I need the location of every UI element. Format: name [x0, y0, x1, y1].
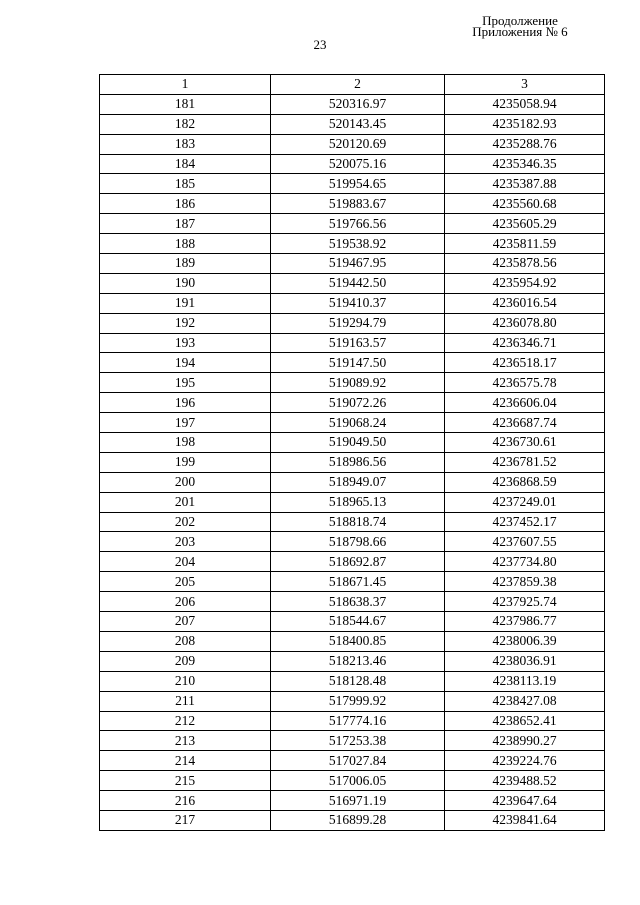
table-row	[100, 492, 605, 512]
point-number-cell: 191	[100, 293, 271, 313]
table-row	[100, 691, 605, 711]
point-number-cell: 201	[100, 492, 271, 512]
y-coordinate-cell: 4236518.17	[445, 353, 605, 373]
x-coordinate-cell: 516899.28	[271, 810, 445, 830]
x-coordinate-cell: 518213.46	[271, 651, 445, 671]
table-row	[100, 731, 605, 751]
table-row	[100, 771, 605, 791]
table-row	[100, 791, 605, 811]
x-coordinate-cell: 517999.92	[271, 691, 445, 711]
point-number-cell: 195	[100, 373, 271, 393]
point-number-cell: 215	[100, 771, 271, 791]
point-number-cell: 203	[100, 532, 271, 552]
point-number-cell: 204	[100, 552, 271, 572]
x-coordinate-cell: 518671.45	[271, 572, 445, 592]
point-number-cell: 216	[100, 791, 271, 811]
y-coordinate-cell: 4235058.94	[445, 94, 605, 114]
point-number-cell: 207	[100, 612, 271, 632]
y-coordinate-cell: 4237452.17	[445, 512, 605, 532]
point-number-cell: 210	[100, 671, 271, 691]
point-number-cell: 205	[100, 572, 271, 592]
x-coordinate-cell: 518965.13	[271, 492, 445, 512]
point-number-cell: 189	[100, 254, 271, 274]
column-header-1: 1	[100, 75, 271, 95]
x-coordinate-cell: 518128.48	[271, 671, 445, 691]
x-coordinate-cell: 519410.37	[271, 293, 445, 313]
x-coordinate-cell: 517006.05	[271, 771, 445, 791]
y-coordinate-cell: 4236575.78	[445, 373, 605, 393]
y-coordinate-cell: 4236346.71	[445, 333, 605, 353]
x-coordinate-cell: 520120.69	[271, 134, 445, 154]
x-coordinate-cell: 519068.24	[271, 413, 445, 433]
x-coordinate-cell: 517253.38	[271, 731, 445, 751]
point-number-cell: 199	[100, 452, 271, 472]
x-coordinate-cell: 519442.50	[271, 273, 445, 293]
page-number: 23	[313, 37, 327, 52]
point-number-cell: 209	[100, 651, 271, 671]
point-number-cell: 186	[100, 194, 271, 214]
y-coordinate-cell: 4235560.68	[445, 194, 605, 214]
table-row	[100, 452, 605, 472]
point-number-cell: 212	[100, 711, 271, 731]
y-coordinate-cell: 4238036.91	[445, 651, 605, 671]
point-number-cell: 217	[100, 810, 271, 830]
x-coordinate-cell: 518638.37	[271, 592, 445, 612]
x-coordinate-cell: 519294.79	[271, 313, 445, 333]
table-row	[100, 572, 605, 592]
x-coordinate-cell: 516971.19	[271, 791, 445, 811]
x-coordinate-cell: 519072.26	[271, 393, 445, 413]
table-row	[100, 512, 605, 532]
table-row	[100, 114, 605, 134]
y-coordinate-cell: 4236868.59	[445, 472, 605, 492]
table-row	[100, 373, 605, 393]
x-coordinate-cell: 519163.57	[271, 333, 445, 353]
point-number-cell: 192	[100, 313, 271, 333]
appendix-label: Приложения № 6	[472, 24, 568, 39]
y-coordinate-cell: 4238990.27	[445, 731, 605, 751]
table-row	[100, 751, 605, 771]
point-number-cell: 182	[100, 114, 271, 134]
point-number-cell: 190	[100, 273, 271, 293]
x-coordinate-cell: 518692.87	[271, 552, 445, 572]
point-number-cell: 197	[100, 413, 271, 433]
table-row	[100, 333, 605, 353]
table-row	[100, 174, 605, 194]
x-coordinate-cell: 517027.84	[271, 751, 445, 771]
table-row	[100, 552, 605, 572]
x-coordinate-cell: 518798.66	[271, 532, 445, 552]
x-coordinate-cell: 519147.50	[271, 353, 445, 373]
table-row	[100, 214, 605, 234]
point-number-cell: 187	[100, 214, 271, 234]
x-coordinate-cell: 520143.45	[271, 114, 445, 134]
point-number-cell: 198	[100, 433, 271, 453]
y-coordinate-cell: 4236687.74	[445, 413, 605, 433]
x-coordinate-cell: 518400.85	[271, 631, 445, 651]
y-coordinate-cell: 4236730.61	[445, 433, 605, 453]
table-row	[100, 472, 605, 492]
table-row	[100, 631, 605, 651]
point-number-cell: 214	[100, 751, 271, 771]
point-number-cell: 183	[100, 134, 271, 154]
y-coordinate-cell: 4238006.39	[445, 631, 605, 651]
y-coordinate-cell: 4239647.64	[445, 791, 605, 811]
x-coordinate-cell: 519049.50	[271, 433, 445, 453]
x-coordinate-cell: 520075.16	[271, 154, 445, 174]
point-number-cell: 185	[100, 174, 271, 194]
y-coordinate-cell: 4237607.55	[445, 532, 605, 552]
y-coordinate-cell: 4236016.54	[445, 293, 605, 313]
y-coordinate-cell: 4237859.38	[445, 572, 605, 592]
point-number-cell: 181	[100, 94, 271, 114]
column-header-2: 2	[271, 75, 445, 95]
point-number-cell: 211	[100, 691, 271, 711]
y-coordinate-cell: 4235954.92	[445, 273, 605, 293]
x-coordinate-cell: 519467.95	[271, 254, 445, 274]
y-coordinate-cell: 4235288.76	[445, 134, 605, 154]
y-coordinate-cell: 4235605.29	[445, 214, 605, 234]
y-coordinate-cell: 4237986.77	[445, 612, 605, 632]
point-number-cell: 206	[100, 592, 271, 612]
table-row	[100, 273, 605, 293]
y-coordinate-cell: 4237925.74	[445, 592, 605, 612]
x-coordinate-cell: 518949.07	[271, 472, 445, 492]
point-number-cell: 193	[100, 333, 271, 353]
table-row	[100, 592, 605, 612]
point-number-cell: 194	[100, 353, 271, 373]
x-coordinate-cell: 518544.67	[271, 612, 445, 632]
point-number-cell: 196	[100, 393, 271, 413]
table-row	[100, 651, 605, 671]
coordinates-table	[99, 74, 605, 831]
point-number-cell: 188	[100, 234, 271, 254]
y-coordinate-cell: 4237734.80	[445, 552, 605, 572]
point-number-cell: 200	[100, 472, 271, 492]
table-row	[100, 254, 605, 274]
continuation-label: Продолжение	[482, 13, 558, 28]
y-coordinate-cell: 4239488.52	[445, 771, 605, 791]
y-coordinate-cell: 4239841.64	[445, 810, 605, 830]
x-coordinate-cell: 518986.56	[271, 452, 445, 472]
table-row	[100, 94, 605, 114]
table-row	[100, 194, 605, 214]
y-coordinate-cell: 4235182.93	[445, 114, 605, 134]
table-row	[100, 711, 605, 731]
y-coordinate-cell: 4236606.04	[445, 393, 605, 413]
y-coordinate-cell: 4236781.52	[445, 452, 605, 472]
y-coordinate-cell: 4235878.56	[445, 254, 605, 274]
y-coordinate-cell: 4236078.80	[445, 313, 605, 333]
y-coordinate-cell: 4239224.76	[445, 751, 605, 771]
x-coordinate-cell: 519954.65	[271, 174, 445, 194]
table-body	[100, 94, 605, 830]
table-row	[100, 810, 605, 830]
x-coordinate-cell: 519766.56	[271, 214, 445, 234]
y-coordinate-cell: 4235387.88	[445, 174, 605, 194]
point-number-cell: 213	[100, 731, 271, 751]
y-coordinate-cell: 4237249.01	[445, 492, 605, 512]
table-row	[100, 532, 605, 552]
point-number-cell: 184	[100, 154, 271, 174]
y-coordinate-cell: 4238652.41	[445, 711, 605, 731]
table-row	[100, 313, 605, 333]
x-coordinate-cell: 519883.67	[271, 194, 445, 214]
table-row	[100, 234, 605, 254]
table-row	[100, 353, 605, 373]
table-row	[100, 134, 605, 154]
table-row	[100, 413, 605, 433]
table-row	[100, 154, 605, 174]
y-coordinate-cell: 4235811.59	[445, 234, 605, 254]
point-number-cell: 202	[100, 512, 271, 532]
y-coordinate-cell: 4235346.35	[445, 154, 605, 174]
table-row	[100, 393, 605, 413]
appendix-continuation-note	[450, 15, 590, 37]
column-header-3: 3	[445, 75, 605, 95]
table-header-row	[100, 75, 605, 95]
x-coordinate-cell: 518818.74	[271, 512, 445, 532]
y-coordinate-cell: 4238113.19	[445, 671, 605, 691]
x-coordinate-cell: 519538.92	[271, 234, 445, 254]
y-coordinate-cell: 4238427.08	[445, 691, 605, 711]
table-row	[100, 612, 605, 632]
x-coordinate-cell: 520316.97	[271, 94, 445, 114]
table-row	[100, 671, 605, 691]
table-row	[100, 293, 605, 313]
table-row	[100, 433, 605, 453]
x-coordinate-cell: 519089.92	[271, 373, 445, 393]
x-coordinate-cell: 517774.16	[271, 711, 445, 731]
point-number-cell: 208	[100, 631, 271, 651]
